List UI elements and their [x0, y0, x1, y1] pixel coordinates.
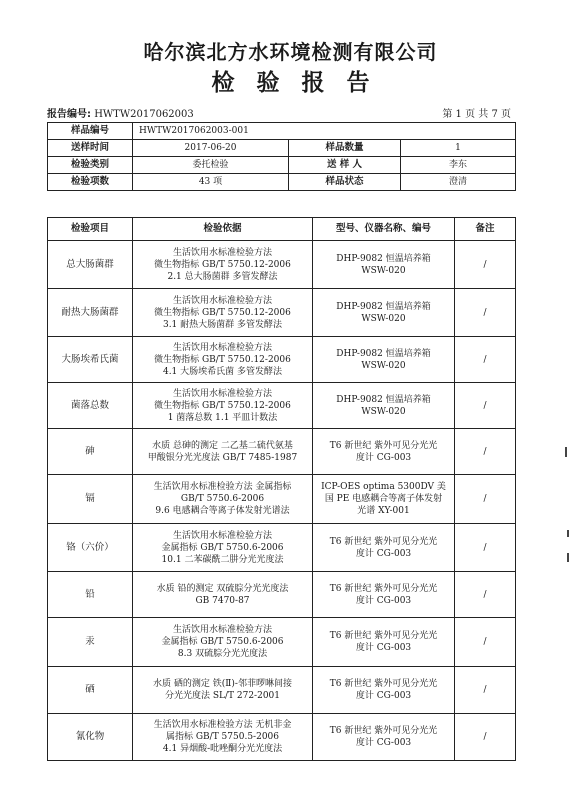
- table-row: [48, 572, 516, 618]
- basis-line: 生活饮用水标准检验方法: [172, 625, 272, 635]
- send-time-value: 2017-06-20: [133, 140, 289, 157]
- test-item-name: 氰化物: [48, 714, 133, 761]
- basis-line: 生活饮用水标准检验方法: [172, 295, 272, 306]
- test-basis: [133, 714, 313, 761]
- table-row: [48, 524, 516, 572]
- table-row: [48, 241, 516, 289]
- basis-line: 水质 硒的测定 铁(Ⅱ)-邻菲啰啉间接: [153, 679, 292, 689]
- basis-line: 生活饮用水标准检验方法: [172, 342, 272, 353]
- instrument-line: T6 新世纪 紫外可见分光光: [329, 726, 438, 736]
- basis-line: 生活饮用水标准检验方法: [172, 247, 272, 258]
- test-basis: [133, 667, 313, 714]
- instrument-line: 度计 CG-003: [355, 691, 412, 701]
- company-name: 哈尔滨北方水环境检测有限公司: [143, 40, 438, 64]
- sender-value: 李东: [401, 157, 516, 174]
- instrument-line: 度计 CG-003: [355, 452, 412, 463]
- category-row: [48, 157, 516, 174]
- table-row: [48, 429, 516, 475]
- col-header-basis: 检验依据: [133, 218, 313, 241]
- basis-line: 9.6 电感耦合等离子体发射光谱法: [155, 506, 290, 516]
- instrument-line: T6 新世纪 紫外可见分光光: [329, 440, 438, 451]
- send-time-row: [48, 140, 516, 157]
- sample-no-value: HWTW2017062003-001: [133, 123, 516, 140]
- basis-line: 1 菌落总数 1.1 平皿计数法: [167, 412, 278, 423]
- basis-line: 水质 铅的测定 双硫腙分光光度法: [156, 583, 289, 594]
- test-basis: [133, 289, 313, 337]
- instrument-line: 度计 CG-003: [355, 643, 412, 653]
- test-item-name: 镉: [48, 475, 133, 524]
- test-item-name: 铬（六价）: [48, 524, 133, 572]
- basis-line: 生活饮用水标准检验方法: [172, 388, 272, 399]
- instrument-line: 光谱 XY-001: [357, 506, 410, 516]
- test-note: /: [455, 429, 516, 475]
- sample-info-table: [47, 122, 516, 191]
- sender-label: 送 样 人: [289, 157, 401, 174]
- test-note: /: [455, 475, 516, 524]
- basis-line: 4.1 异烟酸-吡唑酮分光光度法: [162, 744, 283, 754]
- sample-no-row: [48, 123, 516, 140]
- test-basis: [133, 337, 313, 383]
- instrument-line: WSW-020: [361, 313, 406, 324]
- test-basis: [133, 429, 313, 475]
- table-row: [48, 618, 516, 667]
- instrument-line: DHP-9082 恒温培养箱: [336, 301, 431, 312]
- test-item-name: 砷: [48, 429, 133, 475]
- instrument-line: DHP-9082 恒温培养箱: [336, 394, 431, 405]
- basis-line: 8.3 双硫腙分光光度法: [177, 649, 268, 659]
- items-count-label: 检验项数: [48, 174, 133, 191]
- category-value: 委托检验: [133, 157, 289, 174]
- send-time-label: 送样时间: [48, 140, 133, 157]
- basis-line: 微生物指标 GB/T 5750.12-2006: [154, 400, 291, 411]
- instrument-line: WSW-020: [361, 360, 406, 371]
- report-number-label: 报告编号:: [47, 109, 91, 120]
- instrument-line: 度计 CG-003: [355, 738, 412, 748]
- report-number: HWTW2017062003: [94, 109, 194, 120]
- sample-state-label: 样品状态: [289, 174, 401, 191]
- test-note: /: [455, 572, 516, 618]
- sample-no-label: 样品编号: [48, 123, 133, 140]
- report-title: 检验报告: [211, 70, 392, 96]
- items-count-value: 43 项: [133, 174, 289, 191]
- test-basis: [133, 383, 313, 429]
- sample-qty-value: 1: [401, 140, 516, 157]
- basis-line: 10.1 二苯碳酰二肼分光光度法: [161, 554, 284, 565]
- instrument-line: ICP-OES optima 5300DV 美: [321, 482, 446, 492]
- test-instrument: [313, 475, 455, 524]
- scan-mark: [567, 530, 569, 537]
- basis-line: 甲酸银分光光度法 GB/T 7485-1987: [147, 452, 298, 463]
- test-basis: [133, 618, 313, 667]
- table-header-row: [48, 218, 516, 241]
- instrument-line: T6 新世纪 紫外可见分光光: [329, 631, 438, 641]
- instrument-line: WSW-020: [361, 406, 406, 417]
- col-header-item: 检验项目: [48, 218, 133, 241]
- basis-line: 3.1 耐热大肠菌群 多管发酵法: [162, 319, 283, 330]
- scan-mark: [567, 553, 569, 562]
- test-instrument: [313, 618, 455, 667]
- test-item-name: 总大肠菌群: [48, 241, 133, 289]
- basis-line: 金属指标 GB/T 5750.6-2006: [161, 542, 284, 553]
- report-number-line: [47, 105, 194, 120]
- test-instrument: [313, 429, 455, 475]
- test-item-name: 大肠埃希氏菌: [48, 337, 133, 383]
- items-row: [48, 174, 516, 191]
- col-header-instrument: 型号、仪器名称、编号: [313, 218, 455, 241]
- test-note: /: [455, 289, 516, 337]
- col-header-note: 备注: [455, 218, 516, 241]
- test-item-name: 铅: [48, 572, 133, 618]
- instrument-line: DHP-9082 恒温培养箱: [336, 348, 431, 359]
- basis-line: 属指标 GB/T 5750.5-2006: [166, 732, 279, 742]
- category-label: 检验类别: [48, 157, 133, 174]
- test-instrument: [313, 572, 455, 618]
- instrument-line: T6 新世纪 紫外可见分光光: [329, 583, 438, 594]
- basis-line: 水质 总砷的测定 二乙基二硫代氨基: [152, 440, 293, 451]
- test-instrument: [313, 383, 455, 429]
- test-item-name: 耐热大肠菌群: [48, 289, 133, 337]
- test-instrument: [313, 241, 455, 289]
- test-instrument: [313, 524, 455, 572]
- basis-line: 4.1 大肠埃希氏菌 多管发酵法: [162, 366, 283, 377]
- test-note: /: [455, 383, 516, 429]
- basis-line: 生活饮用水标准检验方法 无机非金: [153, 720, 292, 730]
- scan-mark: [565, 447, 567, 457]
- test-note: /: [455, 337, 516, 383]
- test-basis: [133, 241, 313, 289]
- test-instrument: [313, 667, 455, 714]
- basis-line: 生活饮用水标准检验方法: [172, 530, 272, 541]
- instrument-line: T6 新世纪 紫外可见分光光: [329, 536, 438, 547]
- test-basis: [133, 572, 313, 618]
- table-row: [48, 475, 516, 524]
- instrument-line: WSW-020: [361, 265, 406, 276]
- basis-line: GB/T 5750.6-2006: [180, 494, 265, 504]
- basis-line: 金属指标 GB/T 5750.6-2006: [161, 637, 284, 647]
- test-note: /: [455, 618, 516, 667]
- basis-line: 分光光度法 SL/T 272-2001: [164, 691, 281, 701]
- test-note: /: [455, 241, 516, 289]
- table-row: [48, 714, 516, 761]
- instrument-line: 度计 CG-003: [355, 548, 412, 559]
- basis-line: 生活饮用水标准检验方法 金属指标: [153, 482, 292, 492]
- test-instrument: [313, 714, 455, 761]
- test-instrument: [313, 337, 455, 383]
- instrument-line: 国 PE 电感耦合等离子体发射: [324, 494, 443, 504]
- test-basis: [133, 475, 313, 524]
- test-items-table: [47, 217, 516, 761]
- table-row: [48, 667, 516, 714]
- sample-state-value: 澄清: [401, 174, 516, 191]
- table-row: [48, 337, 516, 383]
- test-item-name: 汞: [48, 618, 133, 667]
- sample-qty-label: 样品数量: [289, 140, 401, 157]
- basis-line: 2.1 总大肠菌群 多管发酵法: [167, 271, 278, 282]
- test-note: /: [455, 524, 516, 572]
- test-note: /: [455, 714, 516, 761]
- basis-line: 微生物指标 GB/T 5750.12-2006: [154, 354, 291, 365]
- test-basis: [133, 524, 313, 572]
- basis-line: GB 7470-87: [195, 595, 250, 606]
- instrument-line: T6 新世纪 紫外可见分光光: [329, 679, 438, 689]
- test-item-name: 菌落总数: [48, 383, 133, 429]
- basis-line: 微生物指标 GB/T 5750.12-2006: [154, 259, 291, 270]
- basis-line: 微生物指标 GB/T 5750.12-2006: [154, 307, 291, 318]
- test-item-name: 硒: [48, 667, 133, 714]
- test-note: /: [455, 667, 516, 714]
- table-row: [48, 383, 516, 429]
- table-row: [48, 289, 516, 337]
- page-info: 第 1 页 共 7 页: [442, 109, 511, 120]
- instrument-line: 度计 CG-003: [355, 595, 412, 606]
- instrument-line: DHP-9082 恒温培养箱: [336, 253, 431, 264]
- test-instrument: [313, 289, 455, 337]
